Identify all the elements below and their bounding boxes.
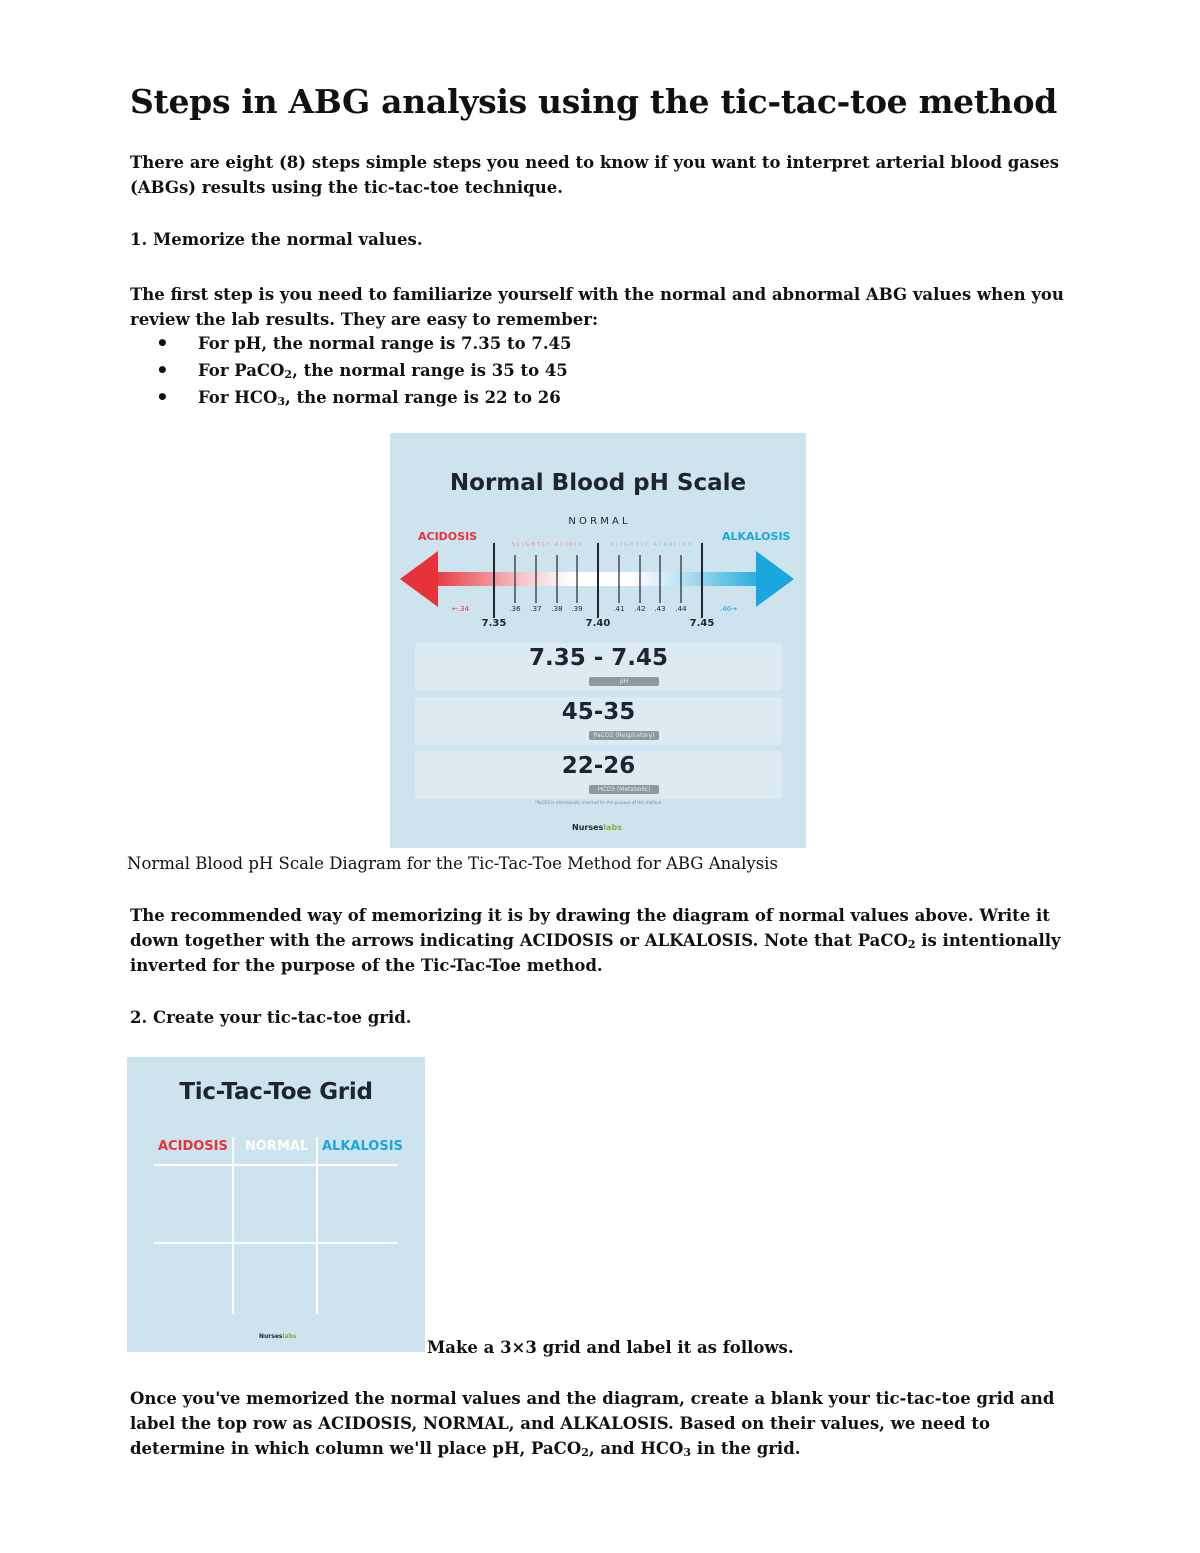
figure1-caption: Normal Blood pH Scale Diagram for the Tic-Tac-Toe Method for ABG Analysis bbox=[127, 854, 778, 873]
grid-line-v1 bbox=[232, 1137, 234, 1314]
nurseslabs-logo: Nurseslabs bbox=[259, 1333, 297, 1340]
para3-line-3: determine in which column we'll place pH, PaCO$_2$, and $HCO_3$ in the grid. bbox=[130, 1439, 801, 1459]
list-item-ph: • For pH, the normal range is 7.35 to 7.45 bbox=[130, 330, 572, 357]
tick-label-41: .41 bbox=[613, 605, 625, 613]
slightly-alkaline-label: SLIGHTLY ALKALINE bbox=[610, 542, 694, 548]
ph-scale-figure bbox=[390, 433, 806, 848]
paco2-range-value: 45-35 bbox=[561, 699, 636, 725]
ph-value-card bbox=[415, 643, 782, 691]
step2-heading: 2. Create your tic-tac-toe grid. bbox=[130, 1008, 412, 1027]
grid-header-acidosis: ACIDOSIS bbox=[158, 1139, 228, 1154]
intro-line-2: (ABGs) results using the tic-tac-toe technique. bbox=[130, 178, 563, 197]
page-title: Steps in ABG analysis using the tic-tac-toe method bbox=[130, 82, 1057, 121]
para3-line-2: label the top row as ACIDOSIS, NORMAL, and ALKALOSIS. Based on their values, we need to bbox=[130, 1414, 990, 1433]
grid-title: Tic-Tac-Toe Grid bbox=[179, 1079, 373, 1105]
slightly-acidic-label: SLIGHTLY ACIDIC bbox=[511, 542, 585, 548]
para2-line-1: The recommended way of memorizing it is by drawing the diagram of normal values above. Write it bbox=[130, 906, 1050, 925]
tick-label-42: .42 bbox=[634, 605, 646, 613]
hco3-range-value: 22-26 bbox=[561, 753, 636, 779]
tick-label-38: .38 bbox=[551, 605, 563, 613]
ph-footnote: *PaCO2 is intentionally inverted for the purpose of this method bbox=[534, 800, 662, 805]
list-item-hco3: • For $HCO_3$, the normal range is 22 to 26 bbox=[130, 384, 572, 411]
arrow-left-label: ←.34 bbox=[452, 605, 469, 613]
major-tick-label-7-35: 7.35 bbox=[481, 618, 507, 629]
list-item-paco2: • For PaCO$_2$, the normal range is 35 to 45 bbox=[130, 357, 572, 384]
tick-label-39: .39 bbox=[571, 605, 583, 613]
acidosis-label: ACIDOSIS bbox=[418, 530, 478, 543]
hco3-value-card bbox=[415, 751, 782, 799]
alkalosis-arrow-head bbox=[756, 551, 794, 607]
major-tick-label-7-40: 7.40 bbox=[585, 618, 611, 629]
para2-line-2: down together with the arrows indicating ACIDOSIS or ALKALOSIS. Note that PaCO$_2$ is intentionally bbox=[130, 931, 1061, 951]
para3-line-1: Once you've memorized the normal values and the diagram, create a blank your tic-tac-toe grid and bbox=[130, 1389, 1055, 1408]
grid-side-caption: Make a 3×3 grid and label it as follows. bbox=[427, 1338, 794, 1357]
ph-range-value: 7.35 - 7.45 bbox=[528, 645, 669, 671]
tick-label-36: .36 bbox=[509, 605, 521, 613]
tic-tac-toe-grid-figure bbox=[127, 1057, 425, 1352]
tick-label-37: .37 bbox=[530, 605, 542, 613]
step1-para-line-1: The first step is you need to familiarize yourself with the normal and abnormal ABG values when you bbox=[130, 285, 1064, 304]
step1-para-line-2: review the lab results. They are easy to remember: bbox=[130, 310, 599, 329]
grid-line-v2 bbox=[316, 1137, 318, 1314]
ph-tag: pH bbox=[589, 677, 659, 686]
acidosis-arrow-head bbox=[400, 551, 438, 607]
step1-heading: 1. Memorize the normal values. bbox=[130, 230, 423, 249]
paco2-value-card bbox=[415, 697, 782, 745]
hco3-tag: HCO3 (Metabolic) bbox=[589, 785, 659, 794]
tick-label-43: .43 bbox=[654, 605, 666, 613]
grid-line-h2 bbox=[154, 1242, 398, 1244]
nurseslabs-logo: Nurseslabs bbox=[572, 823, 622, 832]
intro-line-1: There are eight (8) steps simple steps you need to know if you want to interpret arterial blood gases bbox=[130, 153, 1060, 172]
ph-scale-title: Normal Blood pH Scale bbox=[449, 470, 747, 496]
grid-header-normal: NORMAL bbox=[245, 1139, 309, 1154]
normal-values-list bbox=[130, 330, 572, 411]
grid-header-alkalosis: ALKALOSIS bbox=[322, 1139, 403, 1154]
grid-line-h1 bbox=[154, 1164, 398, 1166]
normal-label: N O R M A L bbox=[568, 516, 628, 527]
alkalosis-label: ALKALOSIS bbox=[722, 530, 791, 543]
para2-line-3: inverted for the purpose of the Tic-Tac-Toe method. bbox=[130, 956, 603, 975]
tick-label-44: .44 bbox=[675, 605, 687, 613]
arrow-right-label: .46→ bbox=[720, 605, 737, 613]
major-tick-label-7-45: 7.45 bbox=[689, 618, 715, 629]
paco2-tag: PaCO2 (Respiratory) bbox=[589, 731, 659, 740]
